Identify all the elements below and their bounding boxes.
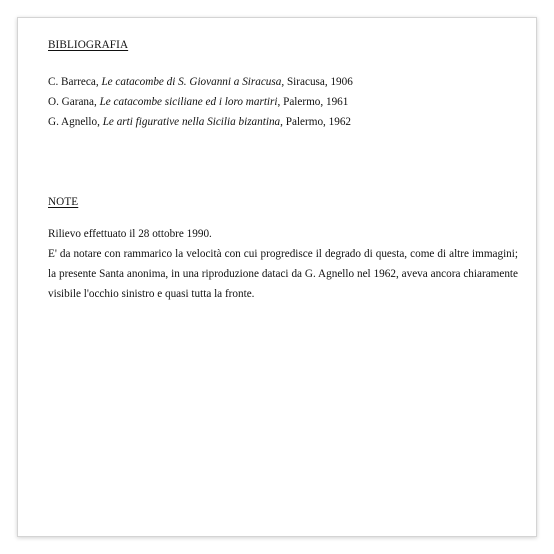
note-heading: NOTE [48, 196, 79, 208]
entry-title: Le catacombe siciliane ed i loro martiri [99, 96, 278, 108]
entry-author: C. Barreca, [48, 76, 102, 88]
note-survey-date: Rilievo effettuato il 28 ottobre 1990. [48, 228, 212, 240]
entry-title: Le catacombe di S. Giovanni a Siracusa, [101, 76, 285, 88]
bibliography-entry [48, 92, 518, 112]
entry-author: G. Agnello, [48, 116, 103, 128]
entry-title: Le arti figurative nella Sicilia bizantina [102, 116, 281, 128]
bibliography-list [48, 72, 518, 132]
page-content [48, 35, 518, 304]
entry-publication: , Palermo, 1962 [280, 116, 352, 128]
entry-publication: , Palermo, 1961 [277, 96, 349, 108]
entry-author: O. Garana, [48, 96, 100, 108]
bibliography-entry [48, 112, 518, 132]
note-body [48, 224, 518, 304]
bibliografia-heading: BIBLIOGRAFIA [48, 39, 129, 51]
note-paragraph: E' da notare con rammarico la velocità con cui progredisce il degrado di questa, come di altre immagini; la presente Santa anonima, in una riproduzione dataci da G. Agnello nel 1962, aveva ancora chiaramente visibile l'occhio sinistro e quasi tutta la fronte. [48, 248, 518, 300]
bibliography-entry [48, 72, 518, 92]
document-page [17, 17, 537, 537]
entry-publication: Siracusa, 1906 [284, 76, 353, 88]
